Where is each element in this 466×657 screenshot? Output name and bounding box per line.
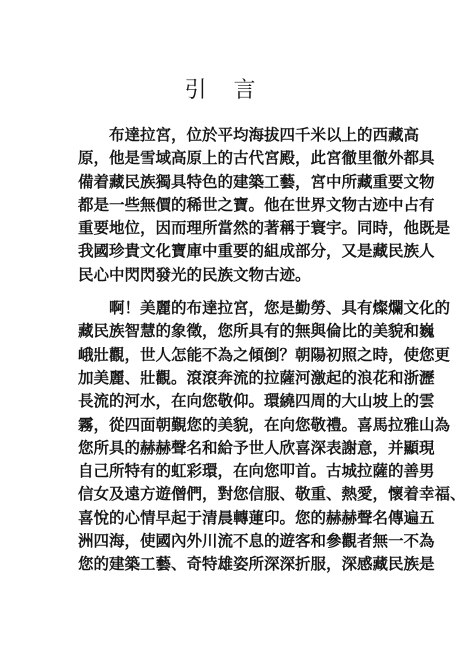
text-line: 加美麗、壯觀。滾滾奔流的拉薩河激起的浪花和浙瀝 <box>78 368 435 387</box>
text-line: 啊！美麗的布達拉宮，您是勤勞、具有燦爛文化的 <box>109 299 451 318</box>
text-line: 峨壯觀，世人怎能不為之傾倒？朝陽初照之時，使您更 <box>78 345 451 364</box>
paragraph-2 <box>78 297 466 577</box>
text-line: 霧，從四面朝覲您的美貌，在向您敬禮。喜馬拉雅山為 <box>78 415 451 434</box>
text-line: 民心中閃閃發光的民族文物古迹。 <box>78 265 311 284</box>
text-line: 布達拉宮，位於平均海拔四千米以上的西藏高 <box>109 126 420 144</box>
text-line: 備着藏民族獨具特色的建築工藝，宮中所藏重要文物 <box>78 172 435 191</box>
text-line: 您的建築工藝、奇特雄姿所深深折服，深感藏民族是 <box>78 555 435 574</box>
paragraph-1 <box>78 124 451 287</box>
document-body <box>78 124 466 577</box>
paragraph-gap <box>78 287 400 297</box>
text-line: 長流的河水，在向您敬仰。環繞四周的大山坡上的雲 <box>78 392 435 411</box>
page-title: 引 言 <box>184 78 266 103</box>
text-line: 洲四海，使國內外川流不息的遊客和參觀者無一不為 <box>78 532 435 551</box>
text-line: 自己所特有的虹彩環，在向您叩首。古城拉薩的善男 <box>78 462 435 481</box>
text-line: 都是一些無價的稀世之寶。他在世界文物古迹中占有 <box>78 195 435 214</box>
text-line: 信女及遠方遊僧們，對您信服、敬重、熱愛，懷着幸福、 <box>78 485 466 504</box>
text-line: 我國珍貴文化寶庫中重要的組成部分，又是藏民族人 <box>78 242 435 261</box>
text-line: 原，他是雪域高原上的古代宮殿，此宮徹里徹外都具 <box>78 149 435 168</box>
text-line: 喜悅的心情早起于清晨轉蓮印。您的赫赫聲名傳遍五 <box>78 508 435 527</box>
text-line: 藏民族智慧的象徵，您所具有的無與倫比的美貌和巍 <box>78 322 435 341</box>
text-line: 您所具的赫赫聲名和給予世人欣喜深表謝意，并顯現 <box>78 438 435 457</box>
text-line: 重要地位，因而理所當然的著稱于寰宇。同時，他既是 <box>78 219 451 238</box>
